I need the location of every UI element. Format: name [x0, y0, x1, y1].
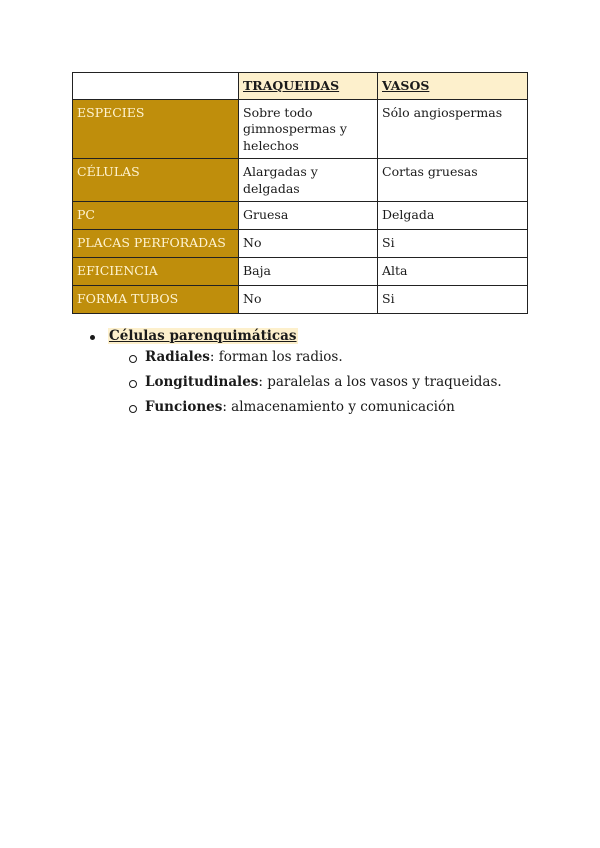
item-text: : forman los radios. [209, 349, 343, 365]
table-row [73, 99, 528, 159]
cell-vasos: Cortas gruesas [378, 159, 528, 202]
cell-vasos: Si [378, 230, 528, 258]
cell-traqueidas: Alargadas y delgadas [239, 159, 378, 202]
row-label-especies: ESPECIES [73, 99, 239, 159]
table-row [73, 258, 528, 286]
bullet-circle-icon [129, 355, 137, 363]
table-header-row [73, 73, 528, 100]
cell-traqueidas: Sobre todo gimnospermas y helechos [239, 99, 378, 159]
table-row [73, 159, 528, 202]
cell-vasos: Alta [378, 258, 528, 286]
bullet-circle-icon [129, 405, 137, 413]
item-term: Radiales [145, 349, 210, 365]
item-text: : paralelas a los vasos y traqueidas. [258, 374, 502, 390]
cell-traqueidas: Gruesa [239, 202, 378, 230]
table-row [73, 202, 528, 230]
list-heading: Células parenquimáticas [109, 328, 297, 344]
bullet-circle-icon [129, 380, 137, 388]
item-term: Longitudinales [145, 374, 259, 390]
table-row [73, 286, 528, 314]
row-label-pc: PC [73, 202, 239, 230]
item-term: Funciones [145, 399, 223, 415]
header-traqueidas: TRAQUEIDAS [239, 73, 378, 100]
item-text: : almacenamiento y comunicación [222, 399, 455, 415]
cell-traqueidas: Baja [239, 258, 378, 286]
bullet-dot-icon [90, 335, 95, 340]
cell-traqueidas: No [239, 286, 378, 314]
comparison-table [72, 72, 528, 314]
header-vasos: VASOS [378, 73, 528, 100]
cell-vasos: Si [378, 286, 528, 314]
cell-traqueidas: No [239, 230, 378, 258]
table-row [73, 230, 528, 258]
row-label-eficiencia: EFICIENCIA [73, 258, 239, 286]
header-blank-cell [73, 73, 239, 100]
row-label-forma-tubos: FORMA TUBOS [73, 286, 239, 314]
cell-vasos: Delgada [378, 202, 528, 230]
cell-vasos: Sólo angiospermas [378, 99, 528, 159]
row-label-celulas: CÉLULAS [73, 159, 239, 202]
row-label-placas-perforadas: PLACAS PERFORADAS [73, 230, 239, 258]
